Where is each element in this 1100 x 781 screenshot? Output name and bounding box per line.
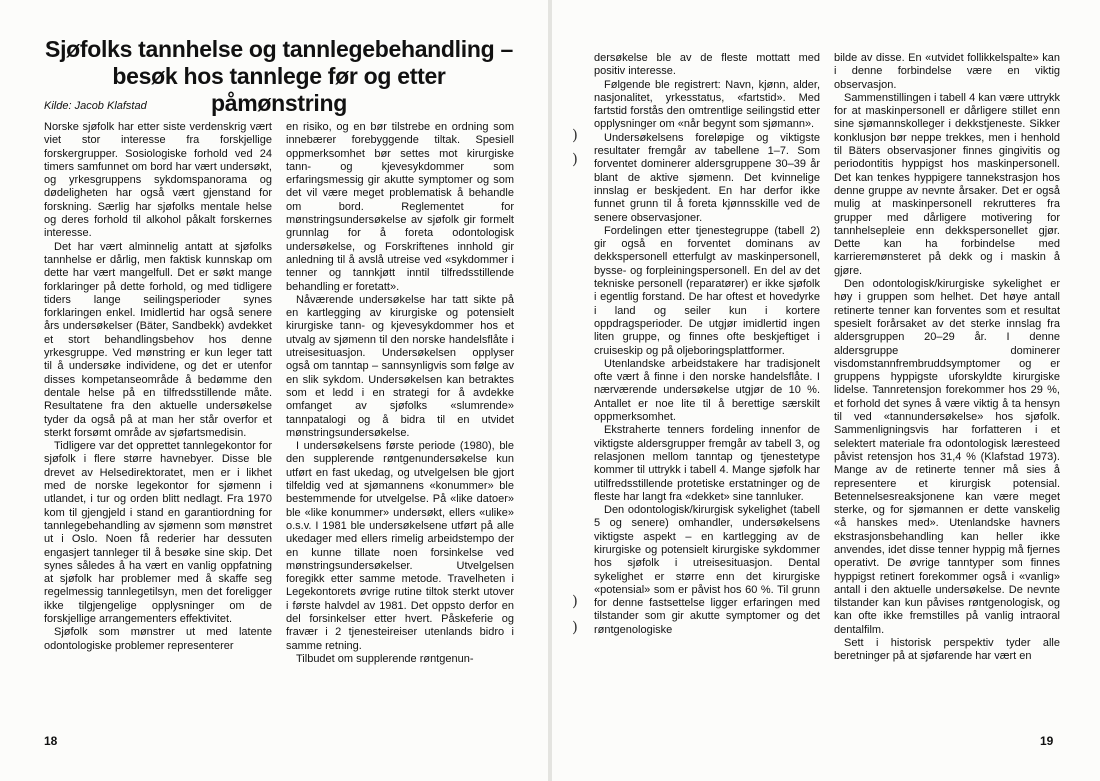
margin-mark: ) xyxy=(572,592,578,610)
paragraph: Følgende ble registrert: Navn, kjønn, alder, nasjonalitet, yrkesstatus, «fartstid». Med fartstid forstås den omtrentlige seilingstid etter opplysninger om «når begynt som sjømann». xyxy=(594,78,820,131)
paragraph: Utenlandske arbeidstakere har tradisjonelt ofte vært å finne i den norske handelsflåte. I nærværende undersøkelse utgjør de 10 %. Antallet er noe lite til å berettige særskilt oppmerksomhet. xyxy=(594,357,820,424)
paragraph: I undersøkelsens første periode (1980), ble den supplerende røntgenundersøkelse kun utført en fast ukedag, og utvelgelsen ble gjort tilfeldig ved at sjømannens «konummer» ble bestemmende for utvelgelse. På «like datoer» ble «like konummer» undersøkt, ellers «ulike» o.s.v. I 1981 ble undersøkelsene utført på alle ukedager med ellers rimelig arbeidstempo der en kunne tillate noen forsinkelse ved mønstringsundersøkelser. Utvelgelsen foregikk etter samme metode. Travelheten i Legekontorets øvrige rutine tiltok sterkt utover i første halvdel av 1981. Det oppsto derfor en del forsinkelser etter hvert. Påskeferie og fravær i 2 tjenesteireiser utenlands bidro i samme retning. xyxy=(286,440,514,652)
margin-mark: ) xyxy=(572,126,578,144)
paragraph: Den odontologisk/kirurgiske sykelighet er høy i gruppen som helhet. Det høye antall retinerte tenner kan forventes som et resultat spesielt forårsaket av det sterke innslag fra aldersgruppen 20–29 år. I denne aldersgruppe dominerer visdomstannfrembruddsymptomer og er gruppens hyppigste uforskyldte kirurgiske lidelse. Tannretensjon forekommer hos 29 %, et forhold det synes å være viktig å ta hensyn til ved «tannundersøkelse» hos sjøfolk. Sammenligningsvis har forfatteren i et selektert materiale fra odontologisk læresteed påvist retensjon hos 31,4 % (Klafstad 1973). Mange av de retinerte tenner må sies å representere et kirurgisk potensial. Betennelsesreaksjonene kan være meget sterke, og for sjømannen er dette vanskelig «å hanskes med». Utenlandske havners ekstrasjonsbehandling kan heller ikke anvendes, idet disse tenner hyppig må fjernes operativt. De øvrige tanntyper som finnes hyppigst retinert forekommer også i «vanlig» antall i den aktuelle undersøkelse. De nevnte tilstander kan kun påvises røntgenologisk, og kan ofte ikke fremstilles på vanlig intraoral dentalfilm. xyxy=(834,278,1060,636)
paragraph: Den odontologisk/kirurgisk sykelighet (tabell 5 og senere) omhandler, undersøkelsens viktigste aspekt – en kartlegging av de kirurgiske og potensielt kirurgiske sykdommer hos sjøfolk i utreisesituasjon. Dental sykelighet er større enn det kirurgiske «potensial» som er påvist hos 60 %. Til grunn for denne fastsettelse ligger erfaringen med tilstander som gir akutte symptomer og det røntgenologiske xyxy=(594,504,820,636)
paragraph: Det har vært alminnelig antatt at sjøfolks tannhelse er dårlig, men faktisk kunnskap om dette har vært mangelfull. Det er søkt mange forklaringer på dette forhold, og med tidligere tiders lange seilingsperioder synes forklaringen enkel. Imidlertid har også senere års undersøkelser (Bäter, Sandbekk) avdekket et stort behandlingsbehov hos denne yrkesgruppe. Ved mønstring er kun leger tatt til å undersøke individene, og det er utenfor disses kompetanseområde å bedømme den dentale helse på en tilfredsstillende måte. Resultatene fra den aktuelle undersøkelse tyder da også på at man her står overfor et sterkt forsømt område av sjøfartsmedisin. xyxy=(44,240,272,439)
title-line-1: Sjøfolks tannhelse og tannlegebehandling – xyxy=(45,36,513,62)
paragraph: bilde av disse. En «utvidet follikkelspalte» kan i denne forbindelse være en viktig observasjon. xyxy=(834,52,1060,91)
paragraph: Norske sjøfolk har etter siste verdenskrig vært viet stor interesse fra forskjellige forskergrupper. Sosiologiske forhold ved 24 timers samfunnet om bord har vært undersøkt, og yrkesgruppens sykdomspanorama og dødeligheten har også vært gjenstand for forskning. Særlig har sjøfolks mentale helse og deres forhold til alkohol påkalt forskernes interesse. xyxy=(44,121,272,240)
paragraph: Sammenstillingen i tabell 4 kan være uttrykk for at maskinpersonell er dårligere stillet enn sine sjømannskolleger i dekkstjeneste. Sikker konklusjon bør neppe trekkes, men i henhold til Bäters observasjoner finnes gingivitis og periodontitis hyppigst hos maskinpersonell. Det kan tenkes hyppigere tannekstrasjon hos denne gruppe av nevnte årsaker. Det er også mulig at maskinpersonell rekrutteres fra grupper med dårligere motivering for tannhelsepleie enn dekkspersonellet gjør. Dette kan ha forbindelse med karrieremønsteret på dekk og i maskin å gjøre. xyxy=(834,91,1060,277)
margin-mark: ) xyxy=(572,150,578,168)
column-4 xyxy=(834,52,1060,664)
column-3 xyxy=(594,52,820,637)
column-1 xyxy=(44,121,272,653)
article-source: Kilde: Jacob Klafstad xyxy=(44,100,147,112)
page-number-left: 18 xyxy=(44,734,58,748)
paragraph: Sett i historisk perspektiv tyder alle beretninger på at sjøfarende har vært en xyxy=(834,637,1060,663)
title-line-2: besøk hos tannlege før og etter påmønstring xyxy=(112,63,446,116)
margin-mark: ) xyxy=(572,618,578,636)
column-2 xyxy=(286,121,514,666)
paragraph: Tidligere var det opprettet tannlegekontor for sjøfolk i flere større havnebyer. Disse ble drevet av Helsedirektoratet, men er i likhet med de norske legekontor for sjømenn i utlandet, i tur og orden blitt nedlagt. Fra 1970 kom til gjengjeld i stand en garantiordning for tannlegebehandling av sjømenn som mønstret ut i Oslo. Noen få rederier har dessuten engasjert tannleger til å besøke sine skip. Det synes således å ha vært en vanlig oppfatning at sjøfolk har problemer med å skaffe seg regelmessig tannlegetilsyn, men det foreligger ikke tilgjengelige opplysninger om de forskjellige arrangementers effektivitet. xyxy=(44,440,272,625)
paragraph: en risiko, og en bør tilstrebe en ordning som innebærer forebyggende tiltak. Spesiell oppmerksomhet bør settes mot kirurgiske tann- og kjevesykdommer som erfaringsmessig gir akutte symptomer og som det vil være meget problematisk å behandle om bord. Reglementet for mønstringsundersøkelse av sjøfolk gir formelt grunnlag for å foreta odontologisk undersøkelse, og Forskriftenes innhold gir anledning til å avslå utreise ved «sykdommer i tenner og tannkjøtt inntil tilfredsstillende behandling er foretatt». xyxy=(286,121,514,293)
page-number-right: 19 xyxy=(1040,734,1054,748)
paragraph: Nåværende undersøkelse har tatt sikte på en kartlegging av kirurgiske og potensielt kirurgiske tann- og kjevesykdommer hos et utvalg av sjømenn til den norske handelsflåte i utreisesituasjon. Undersøkelsen opplyser også om tanntap – sannsynligvis som følge av en slik sykdom. Undersøkelsen kan betraktes som et ledd i en strategi for å avdekke omfanget av sjøfolks «slumrende» tannpatalogi og å bidra til en utvidet mønstringsundersøkelse. xyxy=(286,293,514,439)
paragraph: Fordelingen etter tjenestegruppe (tabell 2) gir også en forventet dominans av dekkspersonell etterfulgt av maskinpersonell, bysse- og forpleiningspersonell. En del av det tekniske personell (reparatører) er ikke sjøfolk i egentlig forstand. De har oftest et hovedyrke i land og seiler kun i kortere oppdragsperioder. De utgjør imidlertid ingen liten gruppe, og finnes ofte beskjeftiget i cruiseskip og på oljeboringsplattformer. xyxy=(594,224,820,357)
paragraph: Sjøfolk som mønstrer ut med latente odontologiske problemer representerer xyxy=(44,626,272,652)
paragraph: dersøkelse ble av de fleste mottatt med positiv interesse. xyxy=(594,52,820,78)
paragraph: Ekstraherte tenners fordeling innenfor de viktigste aldersgrupper fremgår av tabell 3, og relasjonen mellom tanntap og tjenestetype kommer til uttrykk i tabell 4. Mange sjøfolk har utilfredsstillende protetiske erstatninger og de fleste har langt fra «dekket» sine tannluker. xyxy=(594,424,820,503)
paragraph: Undersøkelsens foreløpige og viktigste resultater fremgår av tabellene 1–7. Som forventet dominerer aldersgruppene 30–39 år blant de aktive sjømenn. Det kvinnelige innslag er beskjedent. En har derfor ikke funnet grunn til å foreta kjønnsskille ved de senere observasjoner. xyxy=(594,131,820,224)
paragraph: Tilbudet om supplerende røntgenun- xyxy=(296,652,474,665)
